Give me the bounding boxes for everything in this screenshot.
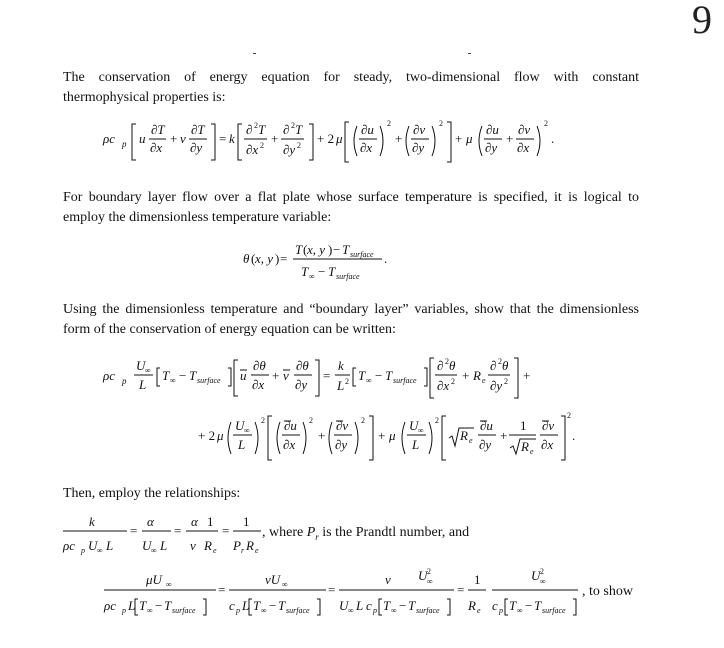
equation-prandtl-svg <box>63 508 273 558</box>
svg-text:R: R <box>460 428 468 443</box>
svg-text:μU: μU <box>146 572 162 587</box>
svg-text:T: T <box>253 598 261 613</box>
svg-text:k: k <box>338 358 344 373</box>
svg-text:e: e <box>477 606 481 615</box>
svg-text:2: 2 <box>445 357 449 366</box>
svg-text:∂y: ∂y <box>190 140 203 155</box>
svg-text:): ) <box>275 251 280 266</box>
svg-text:L: L <box>106 538 114 553</box>
svg-text:2: 2 <box>387 119 391 128</box>
svg-text:=: = <box>280 251 288 266</box>
equation-dimensionless-line1 <box>103 350 563 410</box>
paragraph-line: Then, employ the relationships: <box>63 486 241 501</box>
svg-text:∂T: ∂T <box>151 122 165 137</box>
svg-text:+: + <box>170 131 178 146</box>
svg-text:p: p <box>236 606 240 615</box>
svg-text:∞: ∞ <box>244 426 250 435</box>
svg-text:∂: ∂ <box>246 122 253 137</box>
svg-text:c: c <box>366 598 372 613</box>
svg-text:T: T <box>408 598 416 613</box>
svg-text:+: + <box>272 368 280 383</box>
svg-text:U: U <box>142 538 152 553</box>
svg-text:+: + <box>462 368 470 383</box>
prandtl-subscript: r <box>315 531 319 542</box>
svg-text:L: L <box>128 598 136 613</box>
svg-text:+: + <box>500 428 508 443</box>
svg-text:ρc: ρc <box>103 131 116 146</box>
svg-text:e: e <box>530 447 534 456</box>
svg-text:∞: ∞ <box>366 376 372 385</box>
prandtl-text: is the Prandtl number, and <box>322 525 470 540</box>
svg-text:=: = <box>323 368 331 383</box>
svg-text:T: T <box>383 598 391 613</box>
svg-text:∂x: ∂x <box>283 437 296 452</box>
equation-dimensionless-line2 <box>198 408 578 473</box>
svg-text:∂x: ∂x <box>437 378 450 393</box>
svg-text:x, y: x, y <box>255 251 274 266</box>
svg-text:∂y: ∂y <box>490 378 503 393</box>
svg-text:U: U <box>339 598 349 613</box>
svg-text:−: − <box>375 368 383 383</box>
svg-text:∂y: ∂y <box>295 377 308 392</box>
svg-text:c: c <box>492 598 498 613</box>
svg-text:=: = <box>222 523 230 538</box>
svg-text:+ 2: + 2 <box>317 131 335 146</box>
svg-text:L: L <box>238 437 246 452</box>
svg-text:ρc: ρc <box>104 598 117 613</box>
svg-text:(: ( <box>251 251 256 266</box>
svg-text:2: 2 <box>504 377 508 386</box>
equation-theta-svg <box>243 236 403 286</box>
svg-text:∞: ∞ <box>166 580 172 589</box>
svg-text:2: 2 <box>567 411 571 420</box>
svg-text:.: . <box>384 251 388 266</box>
svg-text:∂θ: ∂θ <box>296 358 309 373</box>
svg-text:R: R <box>468 598 476 613</box>
svg-text:x, y: x, y <box>307 242 326 257</box>
svg-text:∞: ∞ <box>348 606 354 615</box>
svg-text:∂x: ∂x <box>246 142 259 157</box>
svg-text:T: T <box>358 368 366 383</box>
svg-text:p: p <box>122 139 127 149</box>
svg-text:(: ( <box>303 242 308 257</box>
svg-text:∂: ∂ <box>283 122 290 137</box>
equation-theta <box>243 236 403 291</box>
equation-dimensionless-line1-svg <box>103 350 563 405</box>
svg-text:∞: ∞ <box>309 272 315 281</box>
svg-text:∞: ∞ <box>517 606 523 615</box>
svg-text:θ: θ <box>449 358 456 373</box>
svg-text:∞: ∞ <box>147 606 153 615</box>
svg-text:∂T: ∂T <box>191 122 205 137</box>
paragraph-line: The conservation of energy equation for steady, two-dimensional flow with constant <box>63 70 639 85</box>
page-number: 9 <box>692 0 712 42</box>
svg-text:k: k <box>89 514 95 529</box>
svg-text:T: T <box>258 122 266 137</box>
svg-text:∞: ∞ <box>261 606 267 615</box>
svg-text:2: 2 <box>361 416 365 425</box>
where-text: , where <box>262 525 304 540</box>
svg-text:T: T <box>328 264 336 279</box>
svg-text:2: 2 <box>260 141 264 150</box>
paragraph-energy-intro <box>63 68 639 108</box>
svg-text:−: − <box>155 598 163 613</box>
svg-text:p: p <box>373 606 377 615</box>
svg-text:∂v: ∂v <box>518 122 531 137</box>
svg-text:T: T <box>295 242 303 257</box>
svg-text:p: p <box>81 546 85 555</box>
svg-text:U: U <box>531 568 541 583</box>
svg-text:∂u: ∂u <box>361 122 374 137</box>
svg-text:surface: surface <box>172 606 196 615</box>
top-rule-mark <box>253 53 256 54</box>
svg-text:2: 2 <box>309 416 313 425</box>
svg-text:P: P <box>233 538 241 553</box>
svg-text:T: T <box>509 598 517 613</box>
svg-text:−: − <box>318 264 326 279</box>
svg-text:2: 2 <box>540 567 544 576</box>
svg-text:ρc: ρc <box>63 538 76 553</box>
svg-text:−: − <box>525 598 533 613</box>
svg-text:=: = <box>457 582 465 597</box>
svg-text:L: L <box>139 377 147 392</box>
svg-text:∂y: ∂y <box>335 437 348 452</box>
paragraph-relationships <box>63 484 639 504</box>
svg-text:∂y: ∂y <box>412 140 425 155</box>
svg-text:2: 2 <box>435 416 439 425</box>
svg-text:∂x: ∂x <box>517 140 530 155</box>
svg-text:2: 2 <box>439 119 443 128</box>
svg-text:2: 2 <box>254 121 258 130</box>
svg-text:T: T <box>385 368 393 383</box>
svg-text:U: U <box>235 418 245 433</box>
svg-text:T: T <box>301 264 309 279</box>
svg-text:2: 2 <box>291 121 295 130</box>
paragraph-line: For boundary layer flow over a flat plate whose surface temperature is specified, it is logical to <box>63 190 639 205</box>
equation-viscous-chain <box>104 566 584 626</box>
svg-text:L: L <box>337 378 345 393</box>
svg-text:p: p <box>499 606 503 615</box>
svg-text:∂x: ∂x <box>150 140 163 155</box>
svg-text:U: U <box>418 568 428 583</box>
svg-text:2: 2 <box>451 377 455 386</box>
svg-text:surface: surface <box>336 272 360 281</box>
paragraph-dimensionless <box>63 300 639 340</box>
prandtl-caption <box>262 525 469 542</box>
svg-text:+: + <box>395 131 403 146</box>
svg-text:surface: surface <box>350 250 374 259</box>
equation-prandtl <box>63 508 273 563</box>
svg-text:L: L <box>356 598 364 613</box>
svg-text:U: U <box>409 418 419 433</box>
svg-text:−: − <box>269 598 277 613</box>
svg-text:p: p <box>122 606 126 615</box>
svg-text:surface: surface <box>393 376 417 385</box>
paragraph-line: thermophysical properties is: <box>63 90 226 105</box>
svg-text:r: r <box>241 546 245 555</box>
svg-text:∂u: ∂u <box>480 418 493 433</box>
to-show-caption <box>582 584 633 600</box>
svg-text:=: = <box>219 131 227 146</box>
svg-text:v: v <box>283 368 289 383</box>
svg-text:.: . <box>572 428 576 443</box>
svg-text:e: e <box>469 436 473 445</box>
svg-text:∞: ∞ <box>427 577 433 586</box>
paragraph-line: form of the conservation of energy equation can be written: <box>63 322 396 337</box>
svg-text:∂u: ∂u <box>486 122 499 137</box>
svg-text:=: = <box>328 582 336 597</box>
svg-text:T: T <box>164 598 172 613</box>
svg-text:1: 1 <box>207 514 214 529</box>
svg-text:+: + <box>523 368 531 383</box>
paragraph-line: Using the dimensionless temperature and “boundary layer” variables, show that the dimensionless <box>63 302 639 317</box>
svg-text:2: 2 <box>427 567 431 576</box>
svg-text:+: + <box>378 428 386 443</box>
svg-text:α: α <box>147 514 154 529</box>
svg-text:α: α <box>191 514 198 529</box>
svg-text:T: T <box>534 598 542 613</box>
svg-text:∞: ∞ <box>540 577 546 586</box>
svg-text:L: L <box>242 598 250 613</box>
svg-text:∞: ∞ <box>282 580 288 589</box>
svg-text:+ 2: + 2 <box>198 428 216 443</box>
svg-text:∂y: ∂y <box>485 140 498 155</box>
svg-text:L: L <box>412 437 420 452</box>
svg-text:surface: surface <box>197 376 221 385</box>
svg-text:θ: θ <box>243 251 250 266</box>
svg-text:T: T <box>295 122 303 137</box>
svg-text:e: e <box>482 376 486 385</box>
svg-text:∞: ∞ <box>151 546 157 555</box>
svg-text:∞: ∞ <box>97 546 103 555</box>
svg-text:R: R <box>473 368 481 383</box>
svg-text:ρc: ρc <box>103 368 116 383</box>
svg-text:∂u: ∂u <box>284 418 297 433</box>
svg-text:∂v: ∂v <box>336 418 349 433</box>
paragraph-line: employ the dimensionless temperature variable: <box>63 210 332 225</box>
equation-energy <box>103 112 563 177</box>
svg-text:μ: μ <box>389 428 396 443</box>
svg-text:=: = <box>218 582 226 597</box>
svg-text:∞: ∞ <box>391 606 397 615</box>
svg-text:νU: νU <box>265 572 281 587</box>
equation-viscous-chain-svg <box>104 566 584 621</box>
svg-text:1: 1 <box>520 418 527 433</box>
svg-text:.: . <box>551 131 555 146</box>
svg-text:∂: ∂ <box>490 358 497 373</box>
svg-text:ν: ν <box>385 572 391 587</box>
svg-text:=: = <box>130 523 138 538</box>
svg-text:T: T <box>342 242 350 257</box>
svg-text:∂x: ∂x <box>360 140 373 155</box>
svg-text:e: e <box>213 546 217 555</box>
svg-text:2: 2 <box>345 377 349 386</box>
svg-text:+: + <box>271 131 279 146</box>
svg-text:1: 1 <box>243 514 250 529</box>
top-rule-mark <box>468 53 471 54</box>
svg-text:T: T <box>139 598 147 613</box>
svg-text:=: = <box>174 523 182 538</box>
svg-text:μ: μ <box>336 131 343 146</box>
svg-text:U: U <box>88 538 98 553</box>
svg-text:−: − <box>179 368 187 383</box>
svg-text:p: p <box>122 376 127 386</box>
svg-text:∂v: ∂v <box>542 418 555 433</box>
svg-text:T: T <box>162 368 170 383</box>
svg-text:∞: ∞ <box>170 376 176 385</box>
svg-text:+: + <box>506 131 514 146</box>
paragraph-boundary-layer <box>63 188 639 228</box>
svg-text:−: − <box>399 598 407 613</box>
svg-text:2: 2 <box>544 119 548 128</box>
svg-text:−: − <box>333 242 341 257</box>
svg-text:T: T <box>189 368 197 383</box>
svg-text:u: u <box>139 131 146 146</box>
svg-text:2: 2 <box>261 416 265 425</box>
svg-text:∂θ: ∂θ <box>253 358 266 373</box>
svg-text:e: e <box>255 546 259 555</box>
svg-text:∂: ∂ <box>437 358 444 373</box>
svg-text:ν: ν <box>190 538 196 553</box>
svg-text:μ: μ <box>217 428 224 443</box>
svg-text:k: k <box>229 131 235 146</box>
svg-text:+: + <box>318 428 326 443</box>
svg-text:R: R <box>204 538 212 553</box>
svg-text:∂y: ∂y <box>283 142 296 157</box>
to-show-text: , to show <box>582 584 633 599</box>
equation-energy-svg <box>103 112 563 172</box>
prandtl-symbol: P <box>306 525 316 540</box>
svg-text:R: R <box>521 439 529 454</box>
svg-text:2: 2 <box>498 357 502 366</box>
svg-text:): ) <box>328 242 333 257</box>
svg-text:surface: surface <box>286 606 310 615</box>
svg-text:∞: ∞ <box>145 366 151 375</box>
svg-text:L: L <box>160 538 168 553</box>
svg-text:1: 1 <box>474 572 481 587</box>
equation-dimensionless-line2-svg <box>198 408 578 468</box>
svg-text:+: + <box>455 131 463 146</box>
svg-text:surface: surface <box>542 606 566 615</box>
svg-text:u: u <box>240 368 247 383</box>
svg-text:∂y: ∂y <box>479 437 492 452</box>
svg-text:θ: θ <box>502 358 509 373</box>
svg-text:∂x: ∂x <box>252 377 265 392</box>
svg-text:v: v <box>180 131 186 146</box>
svg-text:T: T <box>278 598 286 613</box>
svg-text:surface: surface <box>416 606 440 615</box>
svg-text:∂x: ∂x <box>541 437 554 452</box>
svg-text:∂v: ∂v <box>413 122 426 137</box>
svg-text:∞: ∞ <box>418 426 424 435</box>
svg-text:2: 2 <box>297 141 301 150</box>
svg-text:R: R <box>246 538 254 553</box>
svg-text:U: U <box>136 358 146 373</box>
svg-text:μ: μ <box>466 131 473 146</box>
svg-text:c: c <box>229 598 235 613</box>
